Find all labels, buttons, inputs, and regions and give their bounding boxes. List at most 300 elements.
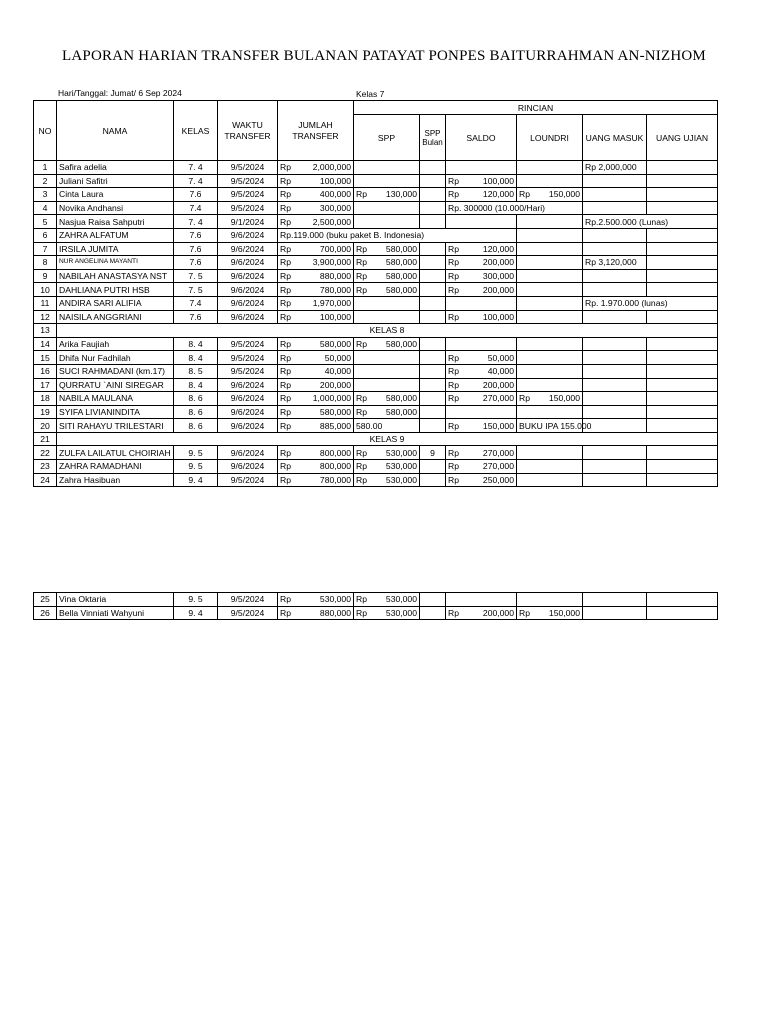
spp-cell-value: 530,000 — [385, 461, 417, 472]
saldo-note — [446, 201, 583, 215]
header-jumlah: JUMLAH TRANSFER — [278, 101, 354, 161]
student-name: Novika Andhansi — [57, 201, 174, 215]
uang-masuk-cell: Rp 3,120,000 — [583, 256, 647, 270]
transfer-date: 9/5/2024 — [218, 161, 278, 175]
student-class: 7. 5 — [174, 283, 218, 297]
transfer-amount — [278, 215, 354, 229]
uang-ujian-cell — [647, 161, 718, 175]
uang-masuk-cell — [583, 405, 647, 419]
currency-label: Rp — [448, 311, 459, 322]
section-row — [34, 432, 718, 446]
student-name: IRSILA JUMITA — [57, 242, 174, 256]
spp-cell — [354, 215, 420, 229]
student-class: 7.4 — [174, 296, 218, 310]
row-number: 2 — [34, 174, 57, 188]
student-name: Zahra Hasibuan — [57, 473, 174, 487]
uang-ujian-cell — [647, 174, 718, 188]
row-number: 8 — [34, 256, 57, 270]
currency-label: Rp — [356, 257, 367, 268]
report-date: Hari/Tanggal: Jumat/ 6 Sep 2024 — [58, 88, 182, 98]
transfer-date: 9/6/2024 — [218, 242, 278, 256]
uang-masuk-note-text: Rp. 1.970.000 (lunas) — [585, 298, 668, 309]
table-row — [34, 310, 718, 324]
spp-cell — [354, 296, 420, 310]
saldo-cell — [446, 378, 517, 392]
uang-ujian-cell — [647, 269, 718, 283]
uang-masuk-cell — [583, 364, 647, 378]
transfer-date: 9/6/2024 — [218, 378, 278, 392]
currency-label: Rp — [356, 284, 367, 295]
student-class: 7.6 — [174, 188, 218, 202]
spp-bulan-cell — [420, 405, 446, 419]
row-number: 16 — [34, 364, 57, 378]
transfer-amount — [278, 473, 354, 487]
header-loundri: LOUNDRI — [517, 115, 583, 161]
uang-masuk-cell: Rp 2,000,000 — [583, 161, 647, 175]
transfer-amount-value: 40,000 — [324, 366, 351, 377]
currency-label: Rp — [448, 352, 459, 363]
loundri-cell — [517, 392, 583, 406]
uang-masuk-cell — [583, 419, 647, 433]
saldo-note-text: Rp. 300000 (10.000/Hari) — [448, 203, 545, 214]
uang-ujian-cell — [647, 188, 718, 202]
table-row — [34, 269, 718, 283]
currency-label: Rp — [448, 175, 459, 186]
table-row — [34, 606, 718, 620]
table-row — [34, 215, 718, 229]
class-label: Kelas 7 — [356, 89, 385, 99]
spp-cell — [354, 392, 420, 406]
uang-masuk-cell — [583, 188, 647, 202]
saldo-cell — [446, 269, 517, 283]
spp-cell — [354, 310, 420, 324]
spp-bulan-cell — [420, 337, 446, 351]
student-name: Bella Vinniati Wahyuni — [57, 606, 174, 620]
loundri-cell — [517, 473, 583, 487]
transfer-amount-value: 880,000 — [319, 607, 351, 618]
currency-label: Rp — [356, 447, 367, 458]
spp-cell — [354, 161, 420, 175]
uang-masuk-cell — [583, 201, 647, 215]
transfer-amount-value: 700,000 — [319, 243, 351, 254]
spp-bulan-cell — [420, 269, 446, 283]
currency-label: Rp — [280, 189, 291, 200]
student-class: 9. 5 — [174, 460, 218, 474]
student-class: 9. 5 — [174, 446, 218, 460]
currency-label: Rp — [448, 474, 459, 485]
currency-label: Rp — [448, 393, 459, 404]
table-row — [34, 593, 718, 607]
spp-cell-value: 530,000 — [385, 607, 417, 618]
saldo-cell-value: 120,000 — [482, 243, 514, 254]
transfer-amount-value: 780,000 — [319, 284, 351, 295]
spp-cell-value: 130,000 — [385, 189, 417, 200]
spp-cell — [354, 283, 420, 297]
transfer-amount-value: 1,000,000 — [312, 393, 351, 404]
table-row — [34, 188, 718, 202]
uang-masuk-note-text: Rp.2.500.000 (Lunas) — [585, 216, 669, 227]
currency-label: Rp — [356, 189, 367, 200]
row-number: 22 — [34, 446, 57, 460]
uang-ujian-cell — [647, 378, 718, 392]
loundri-cell — [517, 337, 583, 351]
transfer-table-continued — [33, 592, 718, 620]
transfer-date: 9/5/2024 — [218, 473, 278, 487]
transfer-date: 9/6/2024 — [218, 269, 278, 283]
spp-cell — [354, 174, 420, 188]
student-class: 7. 4 — [174, 161, 218, 175]
header-no: NO — [34, 101, 57, 161]
student-name: Cinta Laura — [57, 188, 174, 202]
spp-cell — [354, 201, 420, 215]
row-number: 23 — [34, 460, 57, 474]
header-saldo: SALDO — [446, 115, 517, 161]
transfer-amount-value: 800,000 — [319, 447, 351, 458]
student-class: 7. 4 — [174, 215, 218, 229]
spp-bulan-cell — [420, 460, 446, 474]
table-row — [34, 473, 718, 487]
currency-label: Rp — [519, 189, 530, 200]
transfer-amount — [278, 269, 354, 283]
transfer-date: 9/5/2024 — [218, 606, 278, 620]
spp-cell-value: 580,000 — [385, 271, 417, 282]
table-row — [34, 364, 718, 378]
saldo-cell-value: 270,000 — [482, 447, 514, 458]
uang-ujian-cell — [647, 351, 718, 365]
currency-label: Rp — [280, 311, 291, 322]
spp-bulan-cell — [420, 378, 446, 392]
spp-bulan-cell — [420, 364, 446, 378]
transfer-date: 9/6/2024 — [218, 310, 278, 324]
transfer-amount-value: 2,500,000 — [312, 216, 351, 227]
uang-ujian-cell — [647, 201, 718, 215]
loundri-cell — [517, 593, 583, 607]
saldo-cell — [446, 419, 517, 433]
currency-label: Rp — [448, 271, 459, 282]
row-number: 4 — [34, 201, 57, 215]
student-name: ZAHRA ALFATUM — [57, 228, 174, 242]
header-uang-ujian: UANG UJIAN — [647, 115, 718, 161]
currency-label: Rp — [280, 379, 291, 390]
section-label: KELAS 9 — [57, 432, 718, 446]
saldo-cell — [517, 228, 583, 242]
loundri-cell — [517, 351, 583, 365]
transfer-amount — [278, 378, 354, 392]
transfer-date: 9/5/2024 — [218, 593, 278, 607]
header-kelas: KELAS — [174, 101, 218, 161]
uang-masuk-cell — [583, 174, 647, 188]
table-row — [34, 283, 718, 297]
transfer-amount-value: 100,000 — [319, 311, 351, 322]
spp-bulan-cell — [420, 473, 446, 487]
spp-bulan-cell — [420, 606, 446, 620]
spp-bulan-cell — [420, 351, 446, 365]
loundri-cell — [583, 228, 647, 242]
student-name: Nasjua Raisa Sahputri — [57, 215, 174, 229]
loundri-cell — [517, 405, 583, 419]
student-class: 8. 4 — [174, 337, 218, 351]
currency-label: Rp — [448, 284, 459, 295]
header-nama: NAMA — [57, 101, 174, 161]
spp-cell — [354, 188, 420, 202]
spp-bulan-cell — [420, 283, 446, 297]
saldo-cell — [446, 593, 517, 607]
saldo-cell — [446, 364, 517, 378]
transfer-amount — [278, 351, 354, 365]
transfer-amount-value: 2,000,000 — [312, 162, 351, 173]
transfer-date: 9/6/2024 — [218, 392, 278, 406]
loundri-cell — [517, 606, 583, 620]
saldo-cell — [446, 283, 517, 297]
spp-bulan-cell — [420, 174, 446, 188]
transfer-amount-value: 530,000 — [319, 594, 351, 605]
currency-label: Rp — [280, 607, 291, 618]
uang-ujian-cell — [647, 337, 718, 351]
student-name: Juliani Safitri — [57, 174, 174, 188]
row-number: 10 — [34, 283, 57, 297]
transfer-amount-value: 3,900,000 — [312, 257, 351, 268]
saldo-cell-value: 270,000 — [482, 461, 514, 472]
saldo-cell — [446, 446, 517, 460]
transfer-amount — [278, 188, 354, 202]
transfer-date: 9/6/2024 — [218, 256, 278, 270]
spp-cell — [354, 593, 420, 607]
transfer-amount — [278, 296, 354, 310]
spp-cell-value: 580,000 — [385, 339, 417, 350]
header-spp: SPP — [354, 115, 420, 161]
saldo-cell — [446, 161, 517, 175]
table-row — [34, 296, 718, 310]
currency-label: Rp — [448, 257, 459, 268]
transfer-amount — [278, 242, 354, 256]
currency-label: Rp — [280, 203, 291, 214]
transfer-amount — [278, 310, 354, 324]
currency-label: Rp — [448, 461, 459, 472]
saldo-cell — [446, 310, 517, 324]
student-class: 8. 4 — [174, 351, 218, 365]
transfer-date: 9/6/2024 — [218, 283, 278, 297]
transfer-amount-value: 780,000 — [319, 474, 351, 485]
student-class: 9. 5 — [174, 593, 218, 607]
spp-cell — [354, 378, 420, 392]
transfer-amount — [278, 201, 354, 215]
spp-cell — [354, 351, 420, 365]
loundri-cell — [517, 378, 583, 392]
row-number: 3 — [34, 188, 57, 202]
table-row — [34, 351, 718, 365]
transfer-date: 9/6/2024 — [218, 296, 278, 310]
row-number: 25 — [34, 593, 57, 607]
spp-bulan-cell — [420, 256, 446, 270]
currency-label: Rp — [356, 393, 367, 404]
student-name: NABILA MAULANA — [57, 392, 174, 406]
currency-label: Rp — [280, 284, 291, 295]
loundri-note-text: BUKU IPA 155.000 — [519, 420, 592, 431]
spp-cell: 580.00 — [354, 419, 420, 433]
currency-label: Rp — [280, 162, 291, 173]
transfer-amount — [278, 419, 354, 433]
student-class: 7.4 — [174, 201, 218, 215]
spp-bulan-cell: 9 — [420, 446, 446, 460]
loundri-cell — [517, 310, 583, 324]
student-name: Arika Faujiah — [57, 337, 174, 351]
table-row — [34, 378, 718, 392]
student-name: Vina Oktaria — [57, 593, 174, 607]
student-name: SYIFA LIVIANINDITA — [57, 405, 174, 419]
table-row — [34, 337, 718, 351]
row-number: 19 — [34, 405, 57, 419]
saldo-cell — [446, 188, 517, 202]
transfer-amount-value: 580,000 — [319, 339, 351, 350]
transfer-date: 9/6/2024 — [218, 460, 278, 474]
saldo-cell-value: 40,000 — [487, 366, 514, 377]
student-class: 8. 6 — [174, 419, 218, 433]
uang-ujian-cell — [647, 593, 718, 607]
student-class: 7.6 — [174, 310, 218, 324]
spp-cell-value: 580,000 — [385, 243, 417, 254]
loundri-cell — [517, 161, 583, 175]
currency-label: Rp — [280, 257, 291, 268]
uang-ujian-cell — [647, 242, 718, 256]
uang-ujian-cell — [647, 460, 718, 474]
spp-cell — [354, 242, 420, 256]
transfer-amount — [278, 364, 354, 378]
uang-masuk-cell — [583, 283, 647, 297]
transfer-amount-value: 50,000 — [324, 352, 351, 363]
transfer-date: 9/5/2024 — [218, 188, 278, 202]
row-number: 11 — [34, 296, 57, 310]
currency-label: Rp — [280, 420, 291, 431]
student-name: SITI RAHAYU TRILESTARI — [57, 419, 174, 433]
currency-label: Rp — [280, 243, 291, 254]
row-number: 20 — [34, 419, 57, 433]
section-label: KELAS 8 — [57, 324, 718, 338]
loundri-cell-value: 150,000 — [548, 607, 580, 618]
spp-bulan-cell — [420, 593, 446, 607]
spp-cell — [354, 364, 420, 378]
currency-label: Rp — [280, 216, 291, 227]
currency-label: Rp — [356, 461, 367, 472]
transfer-amount-value: 1,970,000 — [312, 298, 351, 309]
row-number: 26 — [34, 606, 57, 620]
spp-cell — [354, 269, 420, 283]
currency-label: Rp — [280, 352, 291, 363]
currency-label: Rp — [356, 271, 367, 282]
loundri-cell — [517, 446, 583, 460]
transfer-amount — [278, 256, 354, 270]
currency-label: Rp — [448, 420, 459, 431]
transfer-date: 9/5/2024 — [218, 351, 278, 365]
uang-masuk-cell — [583, 242, 647, 256]
loundri-cell — [517, 296, 583, 310]
transfer-amount-value: 880,000 — [319, 271, 351, 282]
transfer-amount-value: 400,000 — [319, 189, 351, 200]
saldo-cell — [446, 606, 517, 620]
transfer-date: 9/5/2024 — [218, 174, 278, 188]
saldo-cell-value: 270,000 — [482, 393, 514, 404]
student-class: 9. 4 — [174, 473, 218, 487]
uang-ujian-cell — [647, 283, 718, 297]
transfer-amount-value: 580,000 — [319, 406, 351, 417]
transfer-amount-value: 100,000 — [319, 175, 351, 186]
student-name: Safira adelia — [57, 161, 174, 175]
loundri-cell — [517, 364, 583, 378]
uang-ujian-cell — [647, 256, 718, 270]
currency-label: Rp — [280, 339, 291, 350]
table-row — [34, 161, 718, 175]
currency-label: Rp — [448, 189, 459, 200]
transfer-amount-value: 200,000 — [319, 379, 351, 390]
saldo-cell-value: 200,000 — [482, 607, 514, 618]
row-number: 15 — [34, 351, 57, 365]
report-title: LAPORAN HARIAN TRANSFER BULANAN PATAYAT PONPES BAITURRAHMAN AN-NIZHOM — [62, 48, 706, 64]
saldo-cell — [446, 405, 517, 419]
saldo-cell — [446, 337, 517, 351]
row-number: 6 — [34, 228, 57, 242]
currency-label: Rp — [448, 607, 459, 618]
currency-label: Rp — [356, 474, 367, 485]
transfer-date: 9/5/2024 — [218, 337, 278, 351]
transfer-amount — [278, 337, 354, 351]
currency-label: Rp — [280, 298, 291, 309]
student-name: QURRATU `AINI SIREGAR — [57, 378, 174, 392]
transfer-date: 9/5/2024 — [218, 364, 278, 378]
loundri-note — [517, 419, 592, 433]
transfer-amount-value: 300,000 — [319, 203, 351, 214]
transfer-date: 9/6/2024 — [218, 228, 278, 242]
currency-label: Rp — [356, 607, 367, 618]
row-number: 7 — [34, 242, 57, 256]
student-class: 8. 6 — [174, 405, 218, 419]
currency-label: Rp — [280, 393, 291, 404]
uang-masuk-cell — [583, 473, 647, 487]
table-row — [34, 392, 718, 406]
loundri-cell — [517, 174, 583, 188]
transfer-amount — [278, 174, 354, 188]
currency-label: Rp — [448, 243, 459, 254]
loundri-cell — [517, 242, 583, 256]
table-row — [34, 242, 718, 256]
uang-masuk-cell — [583, 351, 647, 365]
saldo-cell-value: 150,000 — [482, 420, 514, 431]
spp-bulan-cell — [420, 296, 446, 310]
uang-ujian-cell — [647, 405, 718, 419]
spp-bulan-cell — [420, 161, 446, 175]
uang-masuk-cell — [583, 269, 647, 283]
student-class: 7.6 — [174, 228, 218, 242]
saldo-cell-value: 200,000 — [482, 257, 514, 268]
saldo-cell — [446, 351, 517, 365]
currency-label: Rp — [280, 406, 291, 417]
table-row — [34, 174, 718, 188]
saldo-cell-value: 100,000 — [482, 175, 514, 186]
table-row — [34, 446, 718, 460]
student-class: 7.6 — [174, 242, 218, 256]
row-number: 12 — [34, 310, 57, 324]
transfer-date: 9/6/2024 — [218, 419, 278, 433]
transfer-amount — [278, 405, 354, 419]
table-row — [34, 460, 718, 474]
transfer-amount-value: 800,000 — [319, 461, 351, 472]
student-class: 7. 5 — [174, 269, 218, 283]
spp-cell — [354, 606, 420, 620]
spp-cell-value: 530,000 — [385, 474, 417, 485]
transfer-amount — [278, 283, 354, 297]
saldo-cell-value: 50,000 — [487, 352, 514, 363]
table-row — [34, 228, 718, 242]
currency-label: Rp — [280, 271, 291, 282]
table-row — [34, 419, 718, 433]
